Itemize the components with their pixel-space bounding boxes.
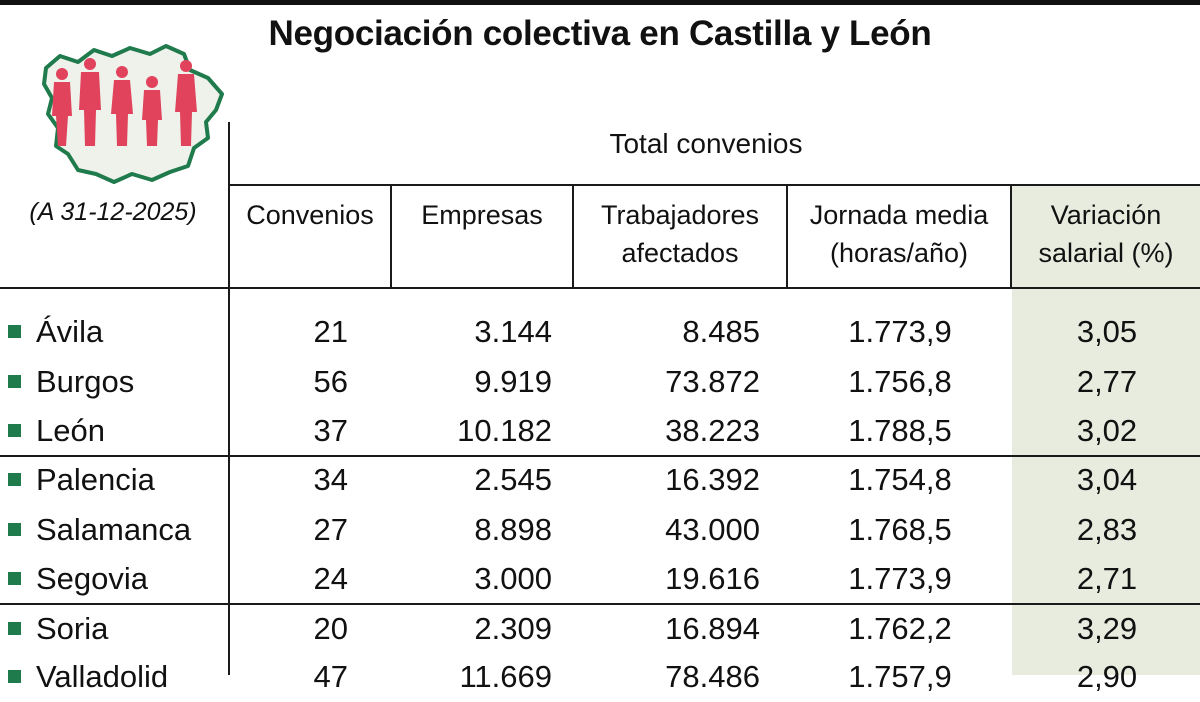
jornada-cell: 1.773,9 — [848, 314, 952, 349]
province-name: Soria — [36, 611, 109, 646]
column-header-trabajadores — [574, 196, 786, 282]
trabajadores-cell: 43.000 — [665, 512, 760, 547]
column-header-line: Trabajadores — [600, 200, 760, 230]
bullet-square-icon — [8, 523, 21, 536]
jornada-cell: 1.756,8 — [848, 364, 952, 399]
province-cell — [8, 505, 191, 555]
table-row — [0, 554, 1200, 604]
bullet-square-icon — [8, 375, 21, 388]
variacion-cell: 2,71 — [1076, 561, 1138, 596]
province-name: Salamanca — [36, 512, 192, 547]
province-name: Segovia — [36, 561, 149, 596]
group-header-total-convenios: Total convenios — [609, 128, 803, 159]
trabajadores-cell: 78.486 — [665, 659, 760, 694]
bullet-square-icon — [8, 572, 21, 585]
column-header-line: salarial (%) — [1038, 238, 1174, 268]
empresas-cell: 3.144 — [474, 314, 552, 349]
jornada-cell: 1.762,2 — [848, 611, 952, 646]
variacion-cell: 2,83 — [1076, 512, 1138, 547]
column-header-empresas — [392, 196, 572, 282]
province-name: León — [36, 413, 105, 448]
convenios-cell: 56 — [313, 364, 348, 399]
jornada-cell: 1.768,5 — [848, 512, 952, 547]
province-name: Palencia — [36, 462, 155, 497]
province-cell — [8, 604, 108, 654]
table-row — [0, 652, 1200, 694]
province-cell — [8, 357, 134, 407]
convenios-cell: 20 — [313, 611, 348, 646]
trabajadores-cell: 16.894 — [665, 611, 760, 646]
jornada-cell: 1.788,5 — [848, 413, 952, 448]
convenios-cell: 24 — [313, 561, 348, 596]
convenios-cell: 34 — [313, 462, 348, 497]
empresas-cell: 2.309 — [474, 611, 552, 646]
variacion-cell: 3,02 — [1076, 413, 1138, 448]
empresas-cell: 8.898 — [474, 512, 552, 547]
jornada-cell: 1.757,9 — [848, 659, 952, 694]
date-note: (A 31-12-2025) — [29, 198, 197, 226]
empresas-cell: 9.919 — [474, 364, 552, 399]
bullet-square-icon — [8, 473, 21, 486]
convenios-cell: 47 — [313, 659, 348, 694]
variacion-cell: 2,90 — [1076, 659, 1138, 694]
empresas-cell: 10.182 — [457, 413, 552, 448]
bullet-square-icon — [8, 424, 21, 437]
province-cell — [8, 652, 168, 702]
empresas-cell: 11.669 — [459, 659, 552, 694]
province-cell — [8, 406, 105, 456]
province-name: Burgos — [36, 364, 135, 399]
jornada-cell: 1.773,9 — [848, 561, 952, 596]
convenios-cell: 37 — [313, 413, 348, 448]
chart-title: Negociación colectiva en Castilla y León — [268, 14, 932, 53]
column-header-line: afectados — [621, 238, 739, 268]
trabajadores-cell: 8.485 — [682, 314, 760, 349]
header-bottom-rule — [0, 287, 1200, 289]
column-header-line: Empresas — [421, 200, 543, 230]
column-header-line: Jornada media — [809, 200, 989, 230]
trabajadores-cell: 19.616 — [665, 561, 760, 596]
jornada-cell: 1.754,8 — [848, 462, 952, 497]
variacion-cell: 2,77 — [1076, 364, 1138, 399]
convenios-cell: 21 — [313, 314, 348, 349]
table-row — [0, 455, 1200, 505]
table-row — [0, 604, 1200, 654]
province-name: Ávila — [36, 314, 104, 349]
empresas-cell: 2.545 — [474, 462, 552, 497]
column-header-jornada — [788, 196, 1010, 282]
column-header-variacion — [1012, 196, 1200, 282]
region-map-illustration — [38, 42, 226, 187]
group-header-rule — [228, 184, 1200, 186]
empresas-cell: 3.000 — [474, 561, 552, 596]
table-row — [0, 406, 1200, 456]
column-header-line: Variación — [1050, 200, 1162, 230]
top-rule — [0, 0, 1200, 5]
table-row — [0, 357, 1200, 407]
table-row — [0, 307, 1200, 357]
bullet-square-icon — [8, 325, 21, 338]
column-header-convenios — [230, 196, 390, 282]
bullet-square-icon — [8, 622, 21, 635]
province-name: Valladolid — [36, 659, 169, 694]
convenios-cell: 27 — [313, 512, 348, 547]
trabajadores-cell: 16.392 — [665, 462, 760, 497]
trabajadores-cell: 38.223 — [665, 413, 760, 448]
column-header-line: Convenios — [246, 200, 374, 230]
table-row — [0, 505, 1200, 555]
variacion-cell: 3,04 — [1076, 462, 1138, 497]
province-cell — [8, 307, 103, 357]
column-header-line: (horas/año) — [829, 238, 969, 268]
trabajadores-cell: 73.872 — [665, 364, 760, 399]
bullet-square-icon — [8, 670, 21, 683]
variacion-cell: 3,29 — [1076, 611, 1138, 646]
province-cell — [8, 455, 155, 505]
province-cell — [8, 554, 148, 604]
variacion-cell: 3,05 — [1076, 314, 1138, 349]
